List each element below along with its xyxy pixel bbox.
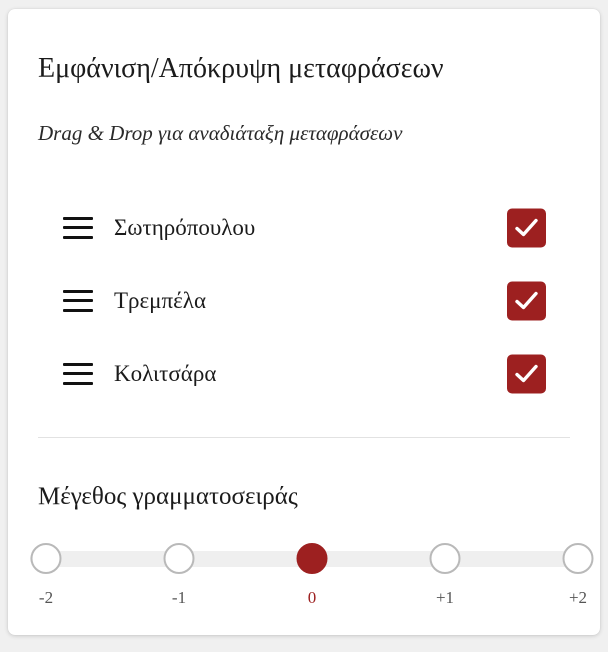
slider-tick-plus1[interactable] bbox=[430, 543, 461, 574]
slider-tick-plus2[interactable] bbox=[563, 543, 594, 574]
drag-handle-icon[interactable] bbox=[63, 290, 93, 312]
slider-label-plus2: +2 bbox=[568, 588, 588, 607]
drag-drop-hint: Drag & Drop για αναδιάταξη μεταφράσεων bbox=[38, 121, 403, 145]
slider-tick-minus1[interactable] bbox=[164, 543, 195, 574]
check-icon bbox=[514, 216, 539, 239]
translation-label: Τρεμπέλα bbox=[114, 287, 206, 313]
font-size-slider[interactable] bbox=[8, 540, 600, 580]
slider-label-minus1: -1 bbox=[171, 588, 187, 607]
list-item[interactable] bbox=[38, 337, 570, 410]
translation-label: Σωτηρόπουλου bbox=[114, 214, 256, 240]
slider-tick-zero[interactable] bbox=[297, 543, 328, 574]
translation-checkbox[interactable] bbox=[507, 208, 546, 247]
slider-tick-labels bbox=[8, 588, 600, 610]
section-divider bbox=[38, 437, 570, 438]
translation-label: Κολιτσάρα bbox=[114, 360, 217, 386]
list-item[interactable] bbox=[38, 191, 570, 264]
check-icon bbox=[514, 289, 539, 312]
drag-handle-icon[interactable] bbox=[63, 217, 93, 239]
font-size-title: Μέγεθος γραμματοσειράς bbox=[38, 483, 298, 510]
slider-tick-minus2[interactable] bbox=[31, 543, 62, 574]
check-icon bbox=[514, 362, 539, 385]
list-item[interactable] bbox=[38, 264, 570, 337]
slider-label-zero: 0 bbox=[307, 588, 317, 607]
page-title: Εμφάνιση/Απόκρυψη μεταφράσεων bbox=[38, 53, 444, 84]
slider-label-minus2: -2 bbox=[38, 588, 54, 607]
slider-label-plus1: +1 bbox=[435, 588, 455, 607]
translation-checkbox[interactable] bbox=[507, 354, 546, 393]
translation-checkbox[interactable] bbox=[507, 281, 546, 320]
drag-handle-icon[interactable] bbox=[63, 363, 93, 385]
translations-list bbox=[38, 191, 570, 410]
